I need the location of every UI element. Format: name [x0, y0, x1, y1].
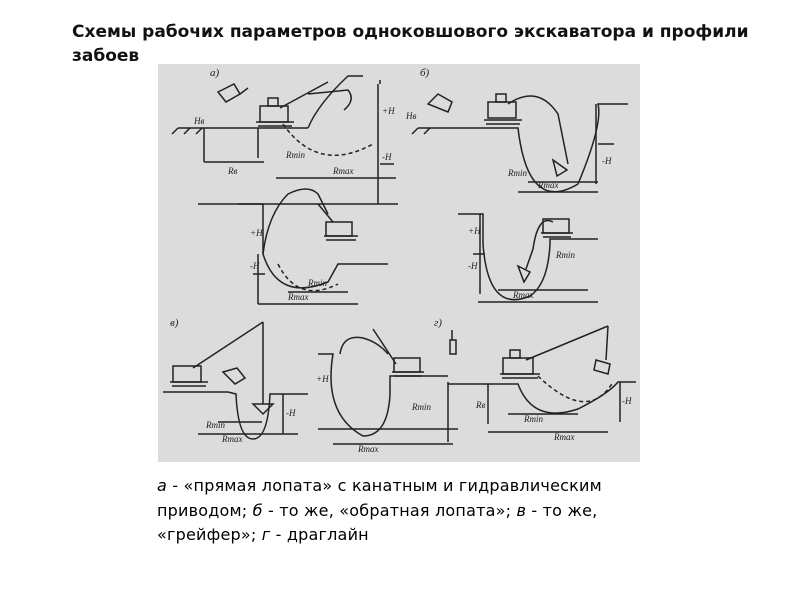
dim-rmin-a: Rmin [286, 150, 305, 160]
dim-rmax-v2: Rmax [358, 444, 379, 454]
dim-rmin-b2: Rmin [556, 250, 575, 260]
dim-rmin-g: Rmin [524, 414, 543, 424]
dim-hminus-a2: -H [250, 261, 260, 271]
dim-hplus-a: +H [382, 106, 395, 116]
dim-hminus-b2: -H [468, 261, 478, 271]
panel-a-shovel-scheme [172, 76, 398, 204]
dim-rmin-a2: Rmin [308, 278, 327, 288]
dim-rmax-a2: Rmax [288, 292, 309, 302]
panel-label-b: б) [420, 67, 430, 79]
dim-rmax-a: Rmax [333, 166, 354, 176]
dim-hplus-a2: +H [250, 228, 263, 238]
excavator-schemes-drawing [158, 64, 640, 462]
panel-label-v: в) [170, 317, 179, 329]
dim-hv-b: Hв [406, 111, 417, 121]
dim-rmax-v: Rmax [222, 434, 243, 444]
caption-text-v: - то же, «грейфер»; [157, 500, 598, 544]
dim-hminus-v: -H [286, 408, 296, 418]
dim-rv-g: Rв [476, 400, 486, 410]
panel-v-grab-scheme [163, 322, 308, 439]
figure-caption [157, 474, 697, 548]
dim-rv-a: Rв [228, 166, 238, 176]
panel-label-g: г) [434, 317, 442, 329]
slide-title: Схемы рабочих параметров одноковшового экскаватора и профили забоев [72, 22, 749, 66]
caption-letter-g: г [261, 525, 271, 544]
dim-rmin-v: Rmin [206, 420, 225, 430]
caption-letter-a: а [157, 476, 168, 495]
dim-hminus-b: -H [602, 156, 612, 166]
dim-rmin-v2: Rmin [412, 402, 431, 412]
excavator-schemes-figure [158, 64, 640, 462]
dim-rmax-b: Rmax [538, 180, 559, 190]
panel-label-a: а) [210, 67, 220, 79]
caption-text-g: - драглайн [270, 525, 369, 544]
dim-rmax-g: Rmax [554, 432, 575, 442]
caption-text-b: - то же, «обратная лопата»; [262, 500, 517, 520]
dim-rmax-b2: Rmax [513, 290, 534, 300]
caption-text-a: - «прямая лопата» с канатным и гидравлическим приводом; [157, 476, 602, 520]
dim-hplus-v2: +H [316, 374, 329, 384]
dim-rmin-b: Rmin [508, 168, 527, 178]
dim-hplus-b2: +H [468, 226, 481, 236]
caption-letter-b: б [252, 500, 263, 520]
dim-hminus-a: -H [382, 152, 392, 162]
panel-v2-grab-scheme [318, 329, 458, 444]
dim-hminus-g: -H [622, 396, 632, 406]
dim-hv-a: Hв [194, 116, 205, 126]
caption-letter-v: в [516, 500, 527, 520]
